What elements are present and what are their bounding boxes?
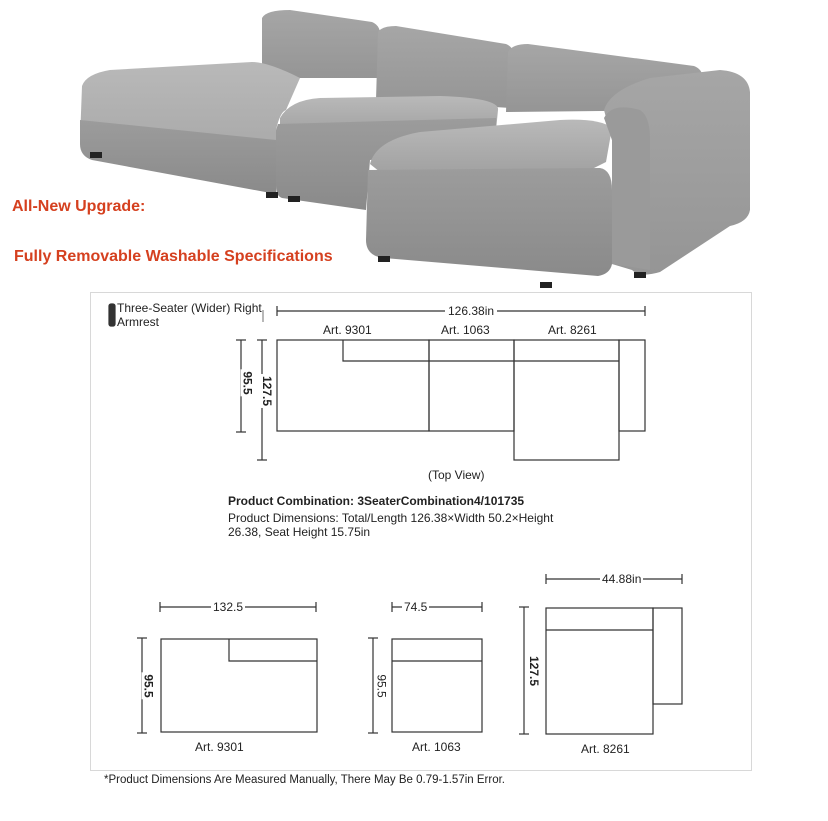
- module-label-9301: Art. 9301: [323, 323, 372, 337]
- module-1063-name: Art. 1063: [412, 740, 461, 754]
- module-label-8261: Art. 8261: [548, 323, 597, 337]
- depth-right-label: 127.5: [260, 375, 275, 407]
- module-1063-width: 74.5: [404, 600, 428, 614]
- module-8261-width: 44.88in: [602, 572, 642, 586]
- footnote: *Product Dimensions Are Measured Manually, There May Be 0.79-1.57in Error.: [104, 774, 505, 786]
- module-label-1063: Art. 1063: [441, 323, 490, 337]
- promo-headline: All-New Upgrade:: [12, 198, 146, 215]
- config-label: Three-Seater (Wider) Right Armrest: [117, 301, 262, 329]
- module-9301-depth: 95.5: [141, 674, 156, 698]
- view-label: (Top View): [428, 468, 485, 482]
- total-width-label: 126.38in: [445, 304, 497, 318]
- depth-left-label: 95.5: [240, 371, 255, 395]
- product-combination: Product Combination: 3SeaterCombination4/101735: [228, 494, 525, 508]
- module-9301-name: Art. 9301: [195, 740, 244, 754]
- module-1063-depth: 95.5: [374, 674, 389, 698]
- product-dimensions: Product Dimensions: Total/Length 126.38×Width 50.2×Height 26.38, Seat Height 15.75in: [228, 511, 554, 539]
- promo-subheadline: Fully Removable Washable Specifications: [14, 248, 333, 265]
- module-9301-width: 132.5: [213, 600, 244, 614]
- module-8261-depth: 127.5: [527, 655, 542, 687]
- module-8261-name: Art. 8261: [581, 742, 630, 756]
